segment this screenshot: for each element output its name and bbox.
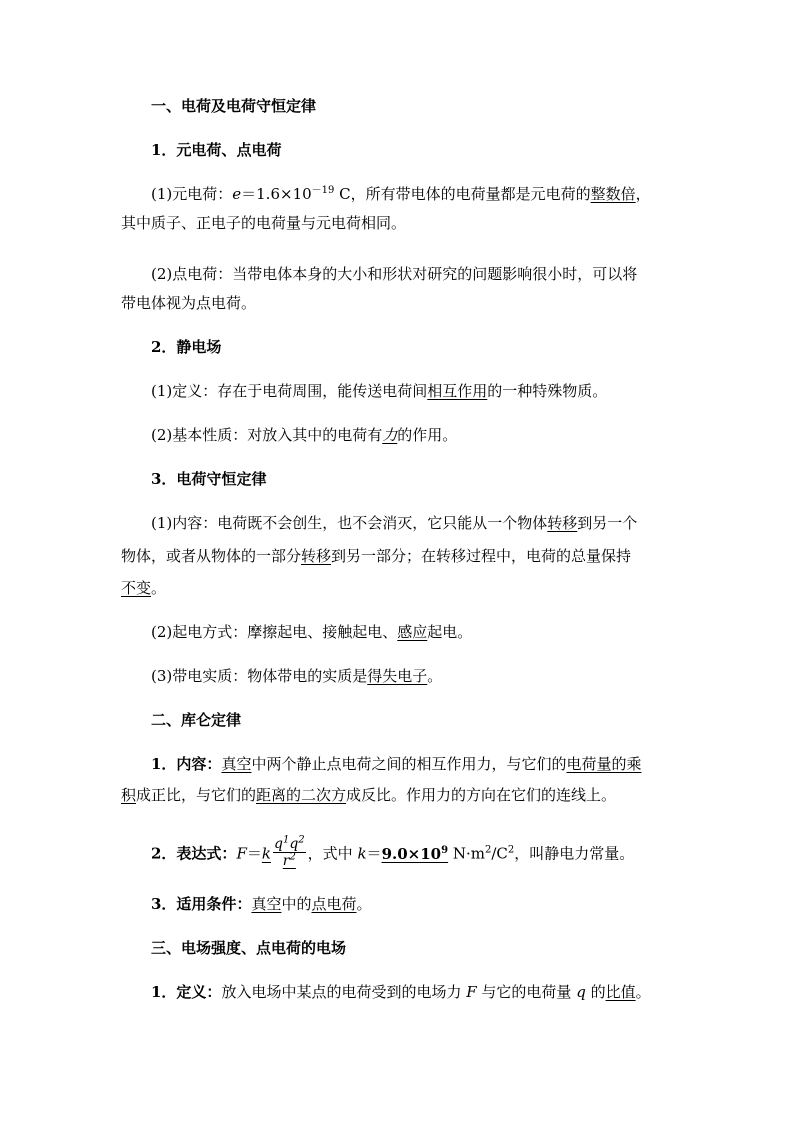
paragraph-conservation-2: 物体，或者从物体的一部分转移到另一部分；在转移过程中，电荷的总量保持 — [121, 547, 632, 565]
paragraph-conservation-3: 不变。 — [121, 579, 167, 597]
section-2-heading: 二、库仑定律 — [151, 711, 242, 729]
paragraph-field-property: (2)基本性质：对放入其中的电荷有力的作用。 — [151, 426, 458, 444]
paragraph-elementary-charge-cont: 其中质子、正电子的电荷量与元电荷相同。 — [121, 214, 407, 232]
paragraph-conservation-1: (1)内容：电荷既不会创生，也不会消灭，它只能从一个物体转移到另一个 — [151, 514, 638, 532]
paragraph-charging-essence: (3)带电实质：物体带电的实质是得失电子。 — [151, 667, 443, 685]
subsection-1-2-heading: 2．静电场 — [151, 338, 222, 356]
paragraph-point-charge: (2)点电荷：当带电体本身的大小和形状对研究的问题影响很小时，可以将 — [151, 265, 638, 283]
paragraph-field-definition: (1)定义：存在于电荷周围，能传送电荷间相互作用的一种特殊物质。 — [151, 382, 608, 400]
section-1-heading: 一、电荷及电荷守恒定律 — [151, 97, 317, 115]
subsection-1-1-heading: 1．元电荷、点电荷 — [151, 141, 282, 159]
paragraph-point-charge-cont: 带电体视为点电荷。 — [121, 294, 257, 312]
subsection-1-3-heading: 3．电荷守恒定律 — [151, 470, 267, 488]
paragraph-coulomb-formula: 2．表达式：F＝k $\frac{q^1q^2}{r^2}$ ，式中 $k=9.0\times 10^9$ $N\cdot m^2/C^2$，叫静电力常量。 — [151, 834, 635, 869]
paragraph-coulomb-conditions: 3．适用条件：真空中的点电荷。 — [151, 895, 372, 913]
paragraph-coulomb-content: 1．内容：真空中两个静止点电荷之间的相互作用力，与它们的电荷量的乘 — [151, 755, 642, 773]
coulomb-fraction: $\frac{q^1q^2}{r^2}$ — [273, 834, 305, 869]
paragraph-coulomb-content-cont: 积成正比，与它们的距离的二次方成反比。作用力的方向在它们的连线上。 — [121, 786, 617, 804]
section-3-heading: 三、电场强度、点电荷的电场 — [151, 939, 347, 957]
paragraph-elementary-charge: (1)元电荷：$e=1.6\times 10^{-19}$ C，所有带电体的电荷量都是元电荷的整数倍， — [151, 185, 651, 203]
paragraph-charging-methods: (2)起电方式：摩擦起电、接触起电、感应起电。 — [151, 623, 473, 641]
paragraph-field-strength-definition: 1．定义：放入电场中某点的电荷受到的电场力 F 与它的电荷量 q 的比值。 — [151, 983, 651, 1001]
